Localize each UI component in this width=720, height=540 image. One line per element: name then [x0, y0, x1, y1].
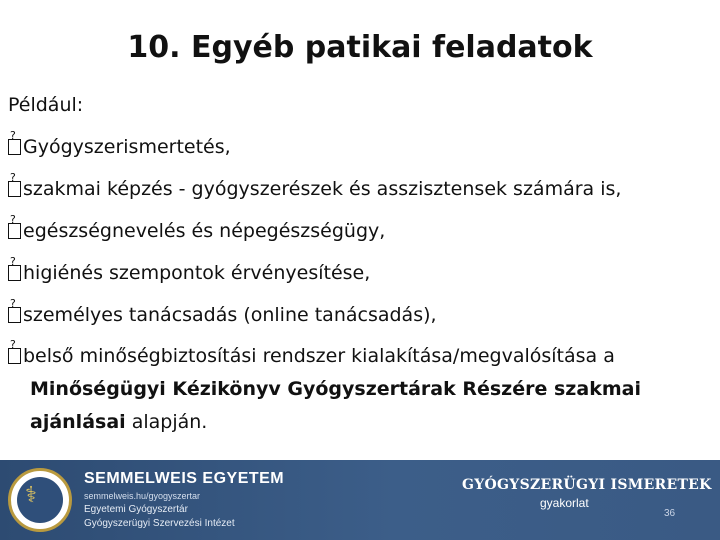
university-seal-icon: ⚕ — [8, 468, 72, 532]
missing-glyph-icon — [8, 265, 21, 281]
slide-title: 10. Egyéb patikai feladatok — [127, 30, 593, 65]
list-item: ?Gyógyszerismertetés, — [8, 126, 712, 168]
university-url: semmelweis.hu/gyogyszertar — [84, 491, 201, 501]
department-line-1: Egyetemi Gyógyszertár — [84, 504, 188, 515]
page-number: 36 — [664, 508, 676, 519]
missing-glyph-icon — [8, 139, 21, 155]
university-name: SEMMELWEIS EGYETEM — [84, 470, 285, 487]
intro-text: Például: — [8, 94, 84, 116]
list-item: ?szakmai képzés - gyógyszerészek és asszisztensek számára is, — [8, 168, 712, 210]
course-subtitle: gyakorlat — [540, 496, 589, 510]
list-item: ?belső minőségbiztosítási rendszer kialakítása/megvalósítása a Minőségügyi Kézikönyv Gyógyszertárak Részére szakmai ajánlásai alapján. — [8, 340, 712, 439]
list-item: ?személyes tanácsadás (online tanácsadás), — [8, 294, 712, 336]
missing-glyph-icon — [8, 348, 21, 364]
course-title: GYÓGYSZERÜGYI ISMERETEK — [462, 477, 712, 493]
missing-glyph-icon — [8, 223, 21, 239]
list-item: ?egészségnevelés és népegészségügy, — [8, 210, 712, 252]
list-item: ?higiénés szempontok érvényesítése, — [8, 252, 712, 294]
bullet-list — [8, 126, 712, 439]
footer-banner — [0, 460, 720, 540]
department-line-2: Gyógyszerügyi Szervezési Intézet — [84, 518, 235, 529]
missing-glyph-icon — [8, 307, 21, 323]
slide-body — [8, 84, 712, 439]
missing-glyph-icon — [8, 181, 21, 197]
